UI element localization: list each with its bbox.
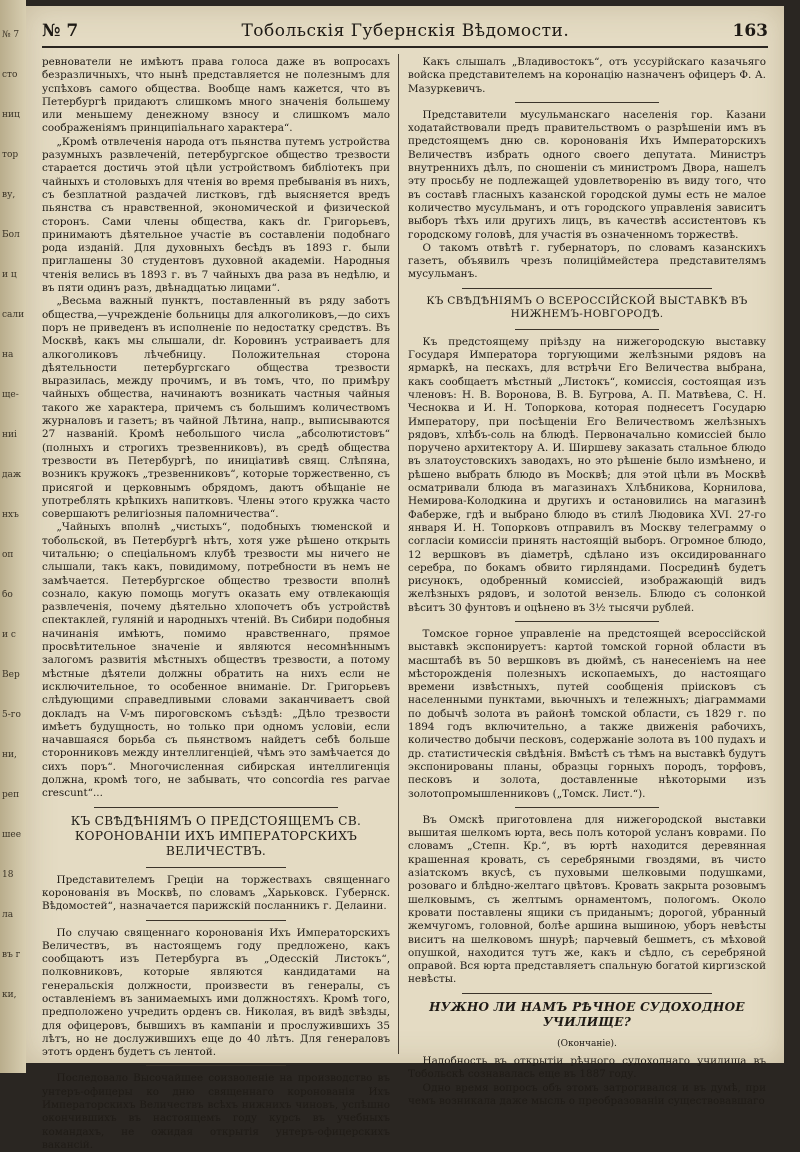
prev-page-fragment: тор (2, 150, 19, 160)
paragraph: Представителемъ Греціи на торжествахъ священнаго коронованія въ Москвѣ, по словамъ „Харьковск. Губернск. Вѣдомостей“, назначается парижскій посланникъ г. Делаини. (42, 873, 390, 913)
paragraph: Надобность въ открытіи рѣчного судоходнаго училища въ Тобольскѣ сознавалась еще въ 1887 году. (408, 1055, 766, 1081)
paragraph: Последовало Высочайшее соизволеніе на производство въ унтеръ-офицеры ко дню священнаго коронованія Ихъ Императорскихъ Величествъ всѣхъ нижнихъ чиновъ, успѣшно окончившихъ въ настоящемъ году курсъ въ учебныхъ командахъ, не ожидая открытія унтеръ-офицерскихъ вакансій. (42, 1072, 390, 1151)
section-rule (94, 807, 338, 808)
article-heading: НУЖНО ЛИ НАМЪ РѢЧНОЕ СУДОХОДНОЕ УЧИЛИЩЕ? (429, 999, 745, 1029)
paragraph: Представители мусульманскаго населенія гор. Казани ходатайствовали предъ правительствомъ о разрѣшеніи имъ въ предстоящемъ дню св. коронованія Ихъ Императорскихъ Величествъ избрать одного своего депутата. Министръ внутреннихъ дѣлъ, по сношеніи съ министромъ Двора, нашелъ эту просьбу не подлежащей удовлетворенію въ виду того, что въ составѣ гласныхъ казанской городской думы есть не малое количество мусульманъ, и отъ городского управленія зависитъ выборъ тѣхъ или другихъ лицъ, въ качествѣ ассистентовъ къ городскому головѣ, для участія въ означенномъ торжествѣ. (408, 108, 766, 241)
item-rule (515, 807, 658, 808)
column-divider (398, 54, 399, 1054)
left-column (42, 56, 390, 1152)
prev-page-fragment: нхъ (2, 510, 19, 520)
paragraph: „Чайныхъ вполнѣ „чистыхъ“, подобныхъ тюменской и тобольской, въ Петербургѣ нѣтъ, хотя уже рѣшено открыть читальню; о спеціальномъ клубѣ трезвости мы ничего не слышали, такъ какъ, повидимому, потребности въ немъ не замѣчается. Петербургское общество трезвости вполнѣ сознало, какую помощь могутъ оказать ему отвлекающія развлеченія, почему дѣятельно хлопочетъ объ устройствѣ спектаклей, гуляній и народныхъ чтеній. Въ Сибири подобныя начинанія имѣютъ, помимо нравственнаго, прямое просвѣтительное значеніе и являются несомнѣннымъ залогомъ развитія мѣстныхъ обществъ трезвости, а потому мѣстные дѣятели должны обратить на нихъ если не исключительное, то особенное вниманіе. Dr. Григорьевъ слѣдующими справедливыми словами заканчиваетъ свой докладъ на V-мъ пироговскомъ съѣздѣ: „Дѣло трезвости имѣетъ будущность, но только при одномъ условіи, если начавшаяся борьба съ пьянствомъ найдетъ себѣ больше сторонниковъ между интеллигенціей, чѣмъ это замѣчается до сихъ поръ“. Многочисленная сибирская интеллигенція должна, кромѣ того, не забывать, что concordia res parvae crescunt“... (42, 521, 390, 800)
item-rule (146, 1065, 285, 1066)
issue-number: № 7 (42, 21, 79, 41)
prev-page-fragment: даж (2, 470, 22, 480)
prev-page-fragment: ниі (2, 430, 17, 440)
paragraph: О такомъ отвѣтѣ г. губернаторъ, по словамъ казанскихъ газетъ, объявилъ чрезъ полиціймейстера представителямъ мусульманъ. (408, 241, 766, 281)
newspaper-page (26, 6, 784, 1151)
paragraph: Томское горное управленіе на предстоящей всероссійской выставкѣ экспонируетъ: картой томской горной области въ масштабѣ въ 50 вершковъ въ дюймѣ, съ нанесеніемъ на нее мѣсторожденія полезныхъ ископаемыхъ, до настоящаго времени извѣстныхъ, путей сообщенія пріисковъ съ населенными пунктами, вьючныхъ и тележныхъ; діаграммами по добычѣ золота въ районѣ томской области, съ 1829 г. по 1894 годъ включительно, а также движенія рабочихъ, количество добычи песковъ, содержаніе золота въ 100 пудахъ и др. статистическія свѣдѣнія. Вмѣстѣ съ тѣмъ на выставкѣ будутъ экспонированы планы, образцы горныхъ породъ, торфовъ, песковъ и золота, доставленные нѣкоторыми изъ золотопромышленниковъ („Томск. Лист.“). (408, 627, 766, 800)
prev-page-fragment: сто (2, 70, 18, 80)
paragraph: ревнователи не имѣютъ права голоса даже въ вопросахъ безразличныхъ, что нынѣ представляется не полезнымъ для успѣховъ самого общества. Вообще намъ кажется, что въ Петербургѣ придаютъ слишкомъ много значенія большему или меньшему денежному взносу и слишкомъ мало соображеніямъ принципіальнаго характера“. (42, 56, 390, 135)
prev-page-fragment: въ г (2, 950, 21, 960)
prev-page-fragment: оп (2, 550, 14, 560)
prev-page-fragment: 18 (2, 870, 14, 880)
page-header (42, 16, 768, 48)
paragraph: Одно время вопросъ объ этомъ затрогивался и въ думѣ, при чемъ возникала даже мысль о преобразованіи существовавшаго (408, 1081, 766, 1107)
prev-page-fragment: ниц (2, 110, 20, 120)
prev-page-fragment: сали (2, 310, 24, 320)
section-heading: КЪ СВѢДѢНІЯМЪ О ПРЕДСТОЯЩЕМЪ СВ. КОРОНОВАНІИ ИХЪ ИМПЕРАТОРСКИХЪ ВЕЛИЧЕСТВЪ. (70, 813, 362, 858)
prev-page-fragment: 5-го (2, 710, 21, 720)
section-rule (462, 993, 713, 994)
paragraph: Къ предстоящему пріѣзду на нижегородскую выставку Государя Императора торгующими желѣзными рядовъ на ярмаркѣ, на пескахъ, для встрѣчи Его Величества выбрана, какъ сообщаетъ мѣстный „Листокъ“, комиссія, состоящая изъ членовъ: Н. В. Воронова, В. В. Бугрова, А. П. Матвѣева, С. Н. Чесноква и И. Н. Топоркова, которая поднесетъ Государю Императору, при посѣщеніи Его Величествомъ желѣзныхъ рядовъ, хлѣбъ-соль на блюдѣ. Первоначально комиссіей было поручено архитектору А. И. Ширшеву заказать стальное блюдо въ златоустовскихъ заводахъ, но это рѣшеніе было измѣнено, и рѣшено выбрать блюдо въ Москвѣ; для этой цѣли въ Москвѣ осматривали блюда въ магазинахъ Хлѣбникова, Корнилова, Немирова-Колодкина и другихъ и остановились на магазинѣ Фаберже, гдѣ и выбрано блюдо въ стилѣ Людовика XVI. 27-го января И. Н. Топорковъ отправилъ въ Москву телеграмму о согласіи комиссіи принять настоящій выборъ. Огромное блюдо, 12 вершковъ въ діаметрѣ, сдѣлано изъ оксидированнаго серебра, по бокамъ обвито гирляндами. Посрединѣ будетъ рисунокъ, одобренный комиссіей, изображающій видъ желѣзныхъ рядовъ, и золотой вензель. Блюдо съ солонкой вѣситъ 30 фунтовъ и оцѣнено въ 3½ тысячи рублей. (408, 335, 766, 614)
section-rule (462, 288, 713, 289)
prev-page-fragment: ки, (2, 990, 17, 1000)
item-rule (515, 621, 658, 622)
paragraph: „Весьма важный пунктъ, поставленный въ ряду заботъ общества,—учрежденіе больницы для алкоголиковъ,—до сихъ поръ не приведенъ въ исполненіе по недостатку средствъ. Въ Москвѣ, какъ мы слышали, dr. Коровинъ устраиваетъ для алкоголиковъ лѣчебницу. Положительная сторона дѣятельности петербургскаго общества трезвости выразилась, между прочимъ, и въ томъ, что, по примѣру чайныхъ общества, начинаютъ возникать частныя чайныя такого же характера, причемъ съ большимъ количествомъ журналовъ и газетъ; въ чайной Лѣтина, напр., выписываются 27 названій. Кромѣ небольшого числа „абсолютистовъ“ (полныхъ и строгихъ трезвенниковъ), въ средѣ общества трезвости въ Петербургѣ, по иниціативѣ свящ. Слѣпяна, возникъ кружокъ „трезвенниковъ“, которые торжественно, съ присягой и церковнымъ обрядомъ, даютъ обѣщаніе не употреблять крѣпкихъ напитковъ. Члены этого кружка часто совершаютъ религіозныя паломничества“. (42, 295, 390, 521)
prev-page-fragment: реп (2, 790, 20, 800)
prev-page-fragment: и ц (2, 270, 17, 280)
prev-page-fragment: Бол (2, 230, 20, 240)
prev-page-fragment: шее (2, 830, 22, 840)
right-column (408, 56, 766, 1108)
paragraph: По случаю священнаго коронованія Ихъ Императорскихъ Величествъ, въ настоящемъ году предложено, какъ сообщаютъ изъ Петербурга въ „Одесскій Листокъ“, полковниковъ, которые являются кандидатами на генеральскія должности, произвести въ генералы, съ оставленіемъ въ занимаемыхъ ими должностяхъ. Кромѣ того, предположено учредить орденъ св. Николая, въ видѣ звѣзды, для офицеровъ, бывшихъ въ кампаніи и прослужившихъ 35 лѣтъ, но не дослужившихъ еще до 40 лѣтъ. Для генераловъ этотъ орденъ будетъ съ лентой. (42, 926, 390, 1059)
newspaper-title: Тобольскія Губернскія Вѣдомости. (241, 21, 570, 41)
section-heading: КЪ СВѢДѢНІЯМЪ О ВСЕРОССІЙСКОЙ ВЫСТАВКѢ ВЪ НИЖНЕМЪ-НОВГОРОДѢ. (426, 294, 748, 320)
prev-page-fragment: Вер (2, 670, 20, 680)
prev-page-fragment: ще- (2, 390, 19, 400)
prev-page-fragment: ни, (2, 750, 17, 760)
prev-page-fragment: ла (2, 910, 14, 920)
paragraph: Какъ слышалъ „Владивостокъ“, отъ уссурійскаго казачьяго войска представителемъ на коронацію назначенъ офицеръ Ф. А. Мазуркевичъ. (408, 56, 766, 95)
prev-page-fragment: и с (2, 630, 16, 640)
paragraph: Въ Омскѣ приготовлена для нижегородской выставки вышитая шелкомъ юрта, весь полъ которой усланъ коврами. По словамъ „Степн. Кр.“, въ юртѣ находится деревянная крашенная кровать, съ серебряными гвоздями, въ чисто азіатскомъ вкусѣ, съ пуховыми шелковыми подушками, розоваго и блѣдно-желтаго цвѣтовъ. Кровать закрыта розовымъ шелковымъ, съ желтымъ орнаментомъ, пологомъ. Около кровати поставлены ящики съ приданымъ; дорогой, убранный жемчугомъ, головной, болѣе аршина вышиною, уборъ невѣсты виситъ на шелковомъ шнурѣ; парчевый бешметъ, съ мѣховой опушкой, находится тутъ же, какъ и сѣдло, съ серебряной оправой. Вся юрта представляетъ спальную богатой киргизской невѣсты. (408, 813, 766, 986)
previous-page-edge (0, 0, 26, 1073)
article-subheading: (Окончаніе). (557, 1038, 617, 1049)
section-rule (146, 867, 285, 868)
item-rule (146, 920, 285, 921)
section-rule (515, 329, 658, 330)
prev-page-fragment: ву, (2, 190, 16, 200)
item-rule (515, 102, 658, 103)
prev-page-fragment: бо (2, 590, 13, 600)
paragraph: „Кромѣ отвлеченія народа отъ пьянства путемъ устройства разумныхъ развлеченій, петербургское общество трезвости старается достичь этой цѣли устройствомъ библіотекъ при чайныхъ и столовыхъ для чтенія во время пребыванія въ нихъ, съ безплатной раздачей листковъ, гдѣ выясняется вредъ пьянства съ нравственной, экономической и физической сторонъ. Сами члены общества, какъ dr. Григорьевъ, принимаютъ дѣятельное участіе въ составленіи подобнаго рода изданій. Для духовныхъ бесѣдъ въ 1893 г. были приглашены 30 студентовъ духовной академіи. Народныя чтенія велись въ 1893 г. въ 7 чайныхъ два раза въ недѣлю, и въ пяти одинъ разъ, двѣнадцатью лицами“. (42, 135, 390, 295)
prev-page-fragment: № 7 (2, 30, 20, 40)
page-number: 163 (732, 21, 768, 41)
prev-page-fragment: на (2, 350, 14, 360)
